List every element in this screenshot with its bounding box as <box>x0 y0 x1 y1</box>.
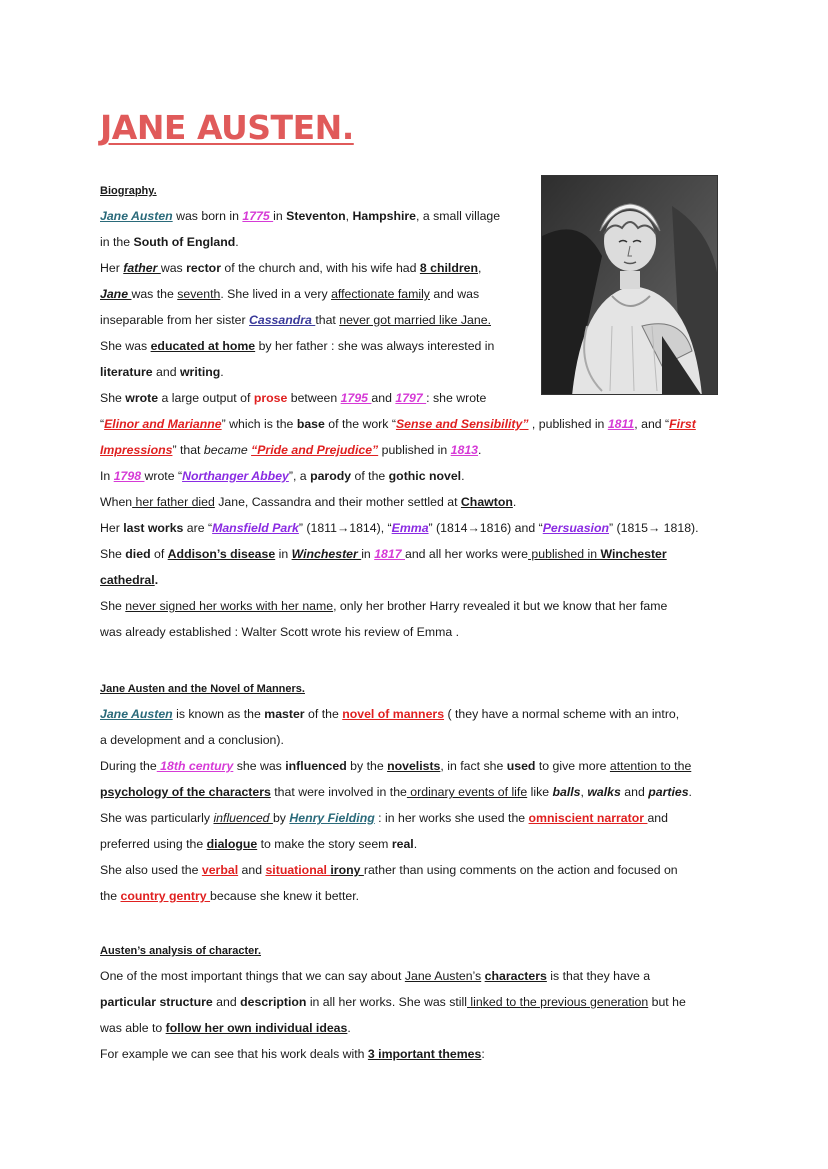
text: she was <box>233 759 286 773</box>
text-line <box>100 232 239 258</box>
text: rather than using comments on the action and focused on <box>363 863 678 877</box>
text-line <box>100 966 650 992</box>
text-line <box>100 886 359 912</box>
text: ” (1814→1816) and “ <box>428 521 543 535</box>
underlined: affectionate family <box>331 287 430 301</box>
year: 1798 <box>113 469 145 483</box>
text: : in her works she used the <box>374 811 529 825</box>
emphasis: literature <box>100 365 153 379</box>
text: by <box>272 811 290 825</box>
work-title: Sense and Sensibility” <box>395 417 529 431</box>
text: , <box>345 209 353 223</box>
section-heading: Austen’s analysis of character. <box>100 945 261 957</box>
text: in the <box>100 235 134 249</box>
text-line <box>100 544 667 570</box>
year: 1817 <box>374 547 405 561</box>
emphasis: dialogue <box>206 837 258 851</box>
emphasis: psychology of the characters <box>100 785 271 799</box>
emphasis: prose <box>253 391 288 405</box>
text: When <box>100 495 133 509</box>
underlined: Jane Austen’s <box>404 969 482 983</box>
place: Winchester <box>291 547 362 561</box>
text: of <box>150 547 168 561</box>
text: She <box>100 547 126 561</box>
text: and <box>238 863 266 877</box>
text: “ <box>100 417 105 431</box>
text: are “ <box>183 521 213 535</box>
text: of the <box>351 469 389 483</box>
text: in <box>275 547 292 561</box>
text-line <box>100 808 668 834</box>
text: became <box>203 443 252 457</box>
underlined: attention to the <box>609 759 692 773</box>
text-line <box>100 622 459 648</box>
text: . <box>413 837 418 851</box>
text-line <box>100 704 679 730</box>
text: was <box>160 261 187 275</box>
year: 1813 <box>450 443 479 457</box>
emphasis: base <box>296 417 325 431</box>
text-line <box>100 336 494 362</box>
text-line <box>100 518 699 544</box>
emphasis: particular structure <box>100 995 213 1009</box>
text: . <box>347 1021 351 1035</box>
underlined: never got married like Jane. <box>339 313 491 327</box>
text: , <box>478 261 482 275</box>
place: Steventon <box>286 209 346 223</box>
emphasis: Addison’s disease <box>167 547 276 561</box>
text-line <box>100 206 500 232</box>
key-term: novel of manners <box>342 707 445 721</box>
text: , in fact she <box>440 759 507 773</box>
underlined: linked to the previous generation <box>467 995 649 1009</box>
emphasis: follow her own individual ideas <box>165 1021 348 1035</box>
year: 1797 <box>395 391 427 405</box>
text: and <box>647 811 668 825</box>
emphasis: influenced <box>285 759 347 773</box>
text-line <box>100 492 516 518</box>
text: to make the story seem <box>257 837 392 851</box>
underlined: ordinary events of life <box>406 785 528 799</box>
emphasis: characters <box>484 969 547 983</box>
text: published in <box>378 443 451 457</box>
text: . <box>461 469 465 483</box>
text: was able to <box>100 1021 166 1035</box>
year: 1775 <box>242 209 274 223</box>
text-line <box>100 362 224 388</box>
emphasis: master <box>264 707 305 721</box>
text: but he <box>648 995 686 1009</box>
text: of the work “ <box>324 417 396 431</box>
text: She was particularly <box>100 811 214 825</box>
emphasis: gothic novel <box>388 469 462 483</box>
text: ” which is the <box>221 417 297 431</box>
name-link: Jane Austen <box>100 707 173 721</box>
emphasis: last works <box>123 521 184 535</box>
text: and <box>620 785 649 799</box>
manners-heading <box>100 678 305 704</box>
text-line <box>100 388 486 414</box>
text: . <box>512 495 517 509</box>
text: ” (1815→ 1818). <box>609 521 699 535</box>
text: Her <box>100 521 124 535</box>
text: , <box>580 785 588 799</box>
underlined: published in <box>528 547 601 561</box>
text: a large output of <box>158 391 254 405</box>
text-line <box>100 860 678 886</box>
text-line <box>100 258 481 284</box>
name-link: Jane Austen <box>100 209 173 223</box>
emphasis: rector <box>186 261 221 275</box>
emphasis: 8 children <box>419 261 478 275</box>
text: and all her works were <box>404 547 529 561</box>
text: She was <box>100 339 151 353</box>
work-title: Impressions <box>100 443 173 457</box>
name-link: Cassandra <box>249 313 316 327</box>
text-line <box>100 466 465 492</box>
portrait-image <box>541 175 718 395</box>
place: Chawton <box>460 495 513 509</box>
text: of the <box>304 707 343 721</box>
emphasis: 3 important themes <box>367 1047 482 1061</box>
text: ” that <box>172 443 204 457</box>
underlined: influenced <box>213 811 273 825</box>
text-line <box>100 1044 485 1070</box>
key-term: country gentry <box>120 889 211 903</box>
emphasis: used <box>506 759 536 773</box>
text-line <box>100 414 696 440</box>
text: . <box>154 573 159 587</box>
work-title: First <box>669 417 696 431</box>
emphasis: Jane <box>100 287 132 301</box>
text: : <box>481 1047 485 1061</box>
text: inseparable from her sister <box>100 313 249 327</box>
text: : she wrote <box>426 391 487 405</box>
text: , a small village <box>416 209 501 223</box>
emphasis: real <box>391 837 414 851</box>
underlined: seventh <box>177 287 221 301</box>
work-title: Northanger Abbey <box>182 469 289 483</box>
name-link: Henry Fielding <box>289 811 375 825</box>
key-term: verbal <box>201 863 239 877</box>
text: to give more <box>535 759 610 773</box>
emphasis: wrote <box>125 391 159 405</box>
text: that were involved in the <box>270 785 407 799</box>
text: . <box>220 365 224 379</box>
text: , published in <box>528 417 608 431</box>
text: ”, a <box>288 469 311 483</box>
text-line <box>100 284 479 310</box>
page-title: JANE AUSTEN. <box>100 108 354 147</box>
emphasis: parody <box>310 469 352 483</box>
text: Her <box>100 261 124 275</box>
text-line <box>100 1018 351 1044</box>
text: by her father : she was always interested in <box>255 339 495 353</box>
text: and <box>152 365 180 379</box>
emphasis: irony <box>330 863 364 877</box>
text: She <box>100 391 126 405</box>
text: , and “ <box>634 417 670 431</box>
emphasis: father <box>123 261 161 275</box>
key-term: omniscient narrator <box>528 811 648 825</box>
text: of the church and, with his wife had <box>220 261 420 275</box>
text-line <box>100 596 667 622</box>
text: was already established : Walter Scott wrote his review of Emma . <box>100 625 460 639</box>
text: is that they have a <box>546 969 651 983</box>
year: 1811 <box>607 417 635 431</box>
text: . She lived in a very <box>220 287 332 301</box>
text: She <box>100 599 126 613</box>
text: in <box>361 547 375 561</box>
emphasis: writing <box>179 365 221 379</box>
text: by the <box>346 759 388 773</box>
underlined: her father died <box>132 495 215 509</box>
year: 18th century <box>156 759 234 773</box>
text: because she knew it better. <box>210 889 360 903</box>
text: that <box>315 313 340 327</box>
text: ” (1811→1814), “ <box>298 521 392 535</box>
place: Winchester <box>600 547 667 561</box>
text-line <box>100 992 686 1018</box>
text: For example we can see that his work deals with <box>100 1047 368 1061</box>
text: between <box>287 391 341 405</box>
text: wrote “ <box>144 469 183 483</box>
text-line <box>100 570 158 596</box>
work-title: Persuasion <box>542 521 609 535</box>
analysis-heading <box>100 940 261 966</box>
text: ( they have a normal scheme with an intro, <box>444 707 680 721</box>
biography-heading <box>100 180 157 206</box>
text: preferred using the <box>100 837 207 851</box>
text-line <box>100 440 481 466</box>
text-line <box>100 730 284 756</box>
key-term: situational <box>265 863 331 877</box>
text: the <box>100 889 121 903</box>
place: Hampshire <box>352 209 417 223</box>
text-line <box>100 782 692 808</box>
emphasis: description <box>240 995 307 1009</box>
place: cathedral <box>100 573 155 587</box>
emphasis: novelists <box>387 759 441 773</box>
portrait-engraving <box>542 176 718 395</box>
text: During the <box>100 759 157 773</box>
text: Jane, Cassandra and their mother settled at <box>214 495 461 509</box>
text: . <box>688 785 692 799</box>
text-line <box>100 310 491 336</box>
underlined: never signed her works with her name <box>125 599 334 613</box>
text: is known as the <box>172 707 265 721</box>
emphasis: balls <box>552 785 581 799</box>
text: and <box>371 391 396 405</box>
work-title: Elinor and Marianne <box>104 417 222 431</box>
work-title: Emma <box>391 521 429 535</box>
text: . <box>235 235 239 249</box>
text: , only her brother Harry revealed it but we know that her fame <box>333 599 668 613</box>
text: in <box>273 209 287 223</box>
emphasis: walks <box>587 785 621 799</box>
text: like <box>527 785 553 799</box>
place: South of England <box>133 235 236 249</box>
work-title: Mansfield Park <box>212 521 299 535</box>
text: in all her works. She was still <box>306 995 468 1009</box>
text: One of the most important things that we can say about <box>100 969 405 983</box>
work-title: “Pride and Prejudice” <box>251 443 379 457</box>
section-heading: Jane Austen and the Novel of Manners. <box>100 683 305 695</box>
emphasis: died <box>125 547 151 561</box>
text: She also used the <box>100 863 202 877</box>
text: a development and a conclusion). <box>100 733 284 747</box>
text-line <box>100 834 417 860</box>
text: and <box>212 995 241 1009</box>
emphasis: parties <box>648 785 689 799</box>
text: was the <box>131 287 178 301</box>
text: and was <box>429 287 480 301</box>
text: In <box>100 469 114 483</box>
section-heading: Biography. <box>100 185 157 197</box>
text: . <box>478 443 482 457</box>
text-line <box>100 756 691 782</box>
text: was born in <box>172 209 243 223</box>
emphasis: educated at home <box>150 339 256 353</box>
year: 1795 <box>340 391 372 405</box>
